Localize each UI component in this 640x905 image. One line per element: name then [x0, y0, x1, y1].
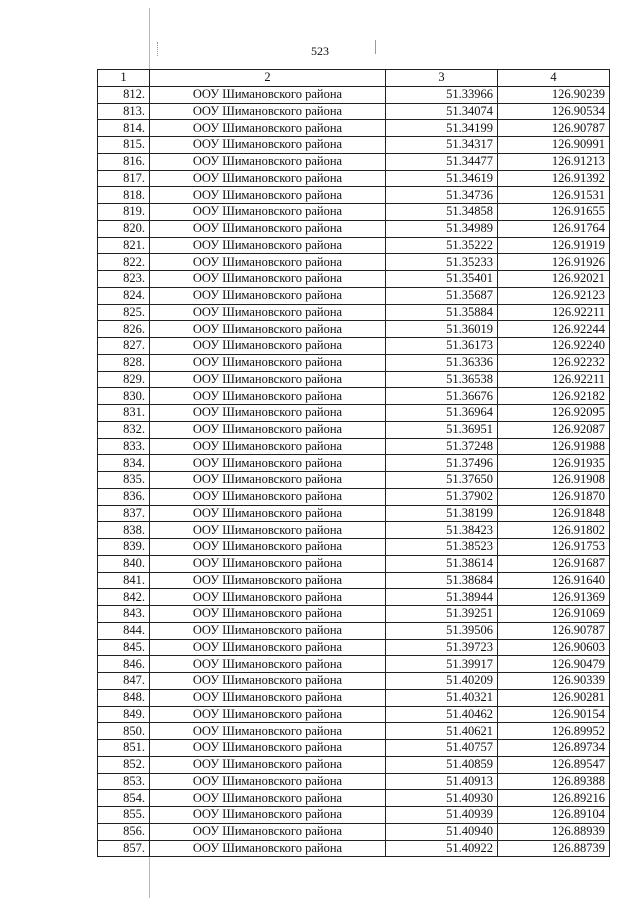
cell-latitude: 51.33966 — [386, 86, 498, 103]
cell-row-number: 845. — [98, 639, 150, 656]
cell-row-number: 817. — [98, 170, 150, 187]
cell-row-number: 814. — [98, 120, 150, 137]
cell-row-number: 857. — [98, 840, 150, 857]
cell-row-number: 825. — [98, 304, 150, 321]
table-row — [98, 86, 610, 103]
cell-organization-name: ООУ Шимановского района — [150, 656, 386, 673]
page-number: 523 — [311, 44, 329, 58]
cell-organization-name: ООУ Шимановского района — [150, 354, 386, 371]
cell-longitude: 126.92095 — [498, 405, 610, 422]
cell-longitude: 126.89547 — [498, 756, 610, 773]
cell-organization-name: ООУ Шимановского района — [150, 790, 386, 807]
cell-latitude: 51.39723 — [386, 639, 498, 656]
cell-row-number: 850. — [98, 723, 150, 740]
cell-longitude: 126.91870 — [498, 488, 610, 505]
cell-latitude: 51.38684 — [386, 572, 498, 589]
cell-row-number: 836. — [98, 488, 150, 505]
cell-longitude: 126.91531 — [498, 187, 610, 204]
cell-organization-name: ООУ Шимановского района — [150, 187, 386, 204]
table-row — [98, 455, 610, 472]
column-header-name: 2 — [150, 70, 386, 87]
cell-latitude: 51.38944 — [386, 589, 498, 606]
cell-row-number: 812. — [98, 86, 150, 103]
cell-longitude: 126.91392 — [498, 170, 610, 187]
table-row — [98, 572, 610, 589]
cell-latitude: 51.37650 — [386, 472, 498, 489]
cell-row-number: 822. — [98, 254, 150, 271]
cell-organization-name: ООУ Шимановского района — [150, 137, 386, 154]
cell-row-number: 832. — [98, 421, 150, 438]
cell-latitude: 51.40621 — [386, 723, 498, 740]
table-row — [98, 220, 610, 237]
cell-latitude: 51.34317 — [386, 137, 498, 154]
cell-row-number: 837. — [98, 505, 150, 522]
cell-organization-name: ООУ Шимановского района — [150, 254, 386, 271]
table-row — [98, 271, 610, 288]
cell-longitude: 126.91935 — [498, 455, 610, 472]
cell-organization-name: ООУ Шимановского района — [150, 438, 386, 455]
cell-latitude: 51.37248 — [386, 438, 498, 455]
cell-organization-name: ООУ Шимановского района — [150, 271, 386, 288]
cell-organization-name: ООУ Шимановского района — [150, 773, 386, 790]
table-row — [98, 689, 610, 706]
table-row — [98, 405, 610, 422]
table-row — [98, 823, 610, 840]
table-row — [98, 287, 610, 304]
cell-row-number: 826. — [98, 321, 150, 338]
cell-latitude: 51.34989 — [386, 220, 498, 237]
cell-row-number: 816. — [98, 153, 150, 170]
cell-row-number: 839. — [98, 539, 150, 556]
cell-longitude: 126.91919 — [498, 237, 610, 254]
coordinates-table — [97, 69, 610, 857]
cell-longitude: 126.91753 — [498, 539, 610, 556]
table-row — [98, 706, 610, 723]
cell-longitude: 126.91655 — [498, 204, 610, 221]
cell-longitude: 126.91848 — [498, 505, 610, 522]
column-header-latitude: 3 — [386, 70, 498, 87]
cell-latitude: 51.40930 — [386, 790, 498, 807]
cell-longitude: 126.91988 — [498, 438, 610, 455]
cell-organization-name: ООУ Шимановского района — [150, 153, 386, 170]
cell-latitude: 51.40209 — [386, 673, 498, 690]
cell-row-number: 833. — [98, 438, 150, 455]
cell-longitude: 126.89104 — [498, 807, 610, 824]
cell-latitude: 51.39506 — [386, 622, 498, 639]
cell-longitude: 126.91802 — [498, 522, 610, 539]
cell-longitude: 126.89734 — [498, 740, 610, 757]
cell-longitude: 126.89216 — [498, 790, 610, 807]
cell-organization-name: ООУ Шимановского района — [150, 338, 386, 355]
cell-latitude: 51.36019 — [386, 321, 498, 338]
cell-row-number: 844. — [98, 622, 150, 639]
cell-organization-name: ООУ Шимановского района — [150, 522, 386, 539]
table-row — [98, 639, 610, 656]
cell-organization-name: ООУ Шимановского района — [150, 639, 386, 656]
table-row — [98, 354, 610, 371]
cell-organization-name: ООУ Шимановского района — [150, 572, 386, 589]
cell-organization-name: ООУ Шимановского района — [150, 388, 386, 405]
cell-longitude: 126.92211 — [498, 371, 610, 388]
cell-longitude: 126.90479 — [498, 656, 610, 673]
cell-latitude: 51.38523 — [386, 539, 498, 556]
table-row — [98, 371, 610, 388]
cell-row-number: 854. — [98, 790, 150, 807]
cell-longitude: 126.92123 — [498, 287, 610, 304]
cell-latitude: 51.39251 — [386, 606, 498, 623]
cell-longitude: 126.88739 — [498, 840, 610, 857]
cell-organization-name: ООУ Шимановского района — [150, 505, 386, 522]
cell-row-number: 815. — [98, 137, 150, 154]
cell-row-number: 849. — [98, 706, 150, 723]
cell-latitude: 51.40922 — [386, 840, 498, 857]
cell-row-number: 830. — [98, 388, 150, 405]
cell-organization-name: ООУ Шимановского района — [150, 807, 386, 824]
cell-longitude: 126.90154 — [498, 706, 610, 723]
cell-organization-name: ООУ Шимановского района — [150, 756, 386, 773]
table-row — [98, 153, 610, 170]
cell-row-number: 843. — [98, 606, 150, 623]
cell-row-number: 846. — [98, 656, 150, 673]
cell-longitude: 126.90534 — [498, 103, 610, 120]
table-row — [98, 773, 610, 790]
table-row — [98, 187, 610, 204]
cell-row-number: 831. — [98, 405, 150, 422]
cell-organization-name: ООУ Шимановского района — [150, 823, 386, 840]
cell-longitude: 126.90281 — [498, 689, 610, 706]
cell-longitude: 126.90239 — [498, 86, 610, 103]
cell-longitude: 126.89388 — [498, 773, 610, 790]
cell-latitude: 51.37902 — [386, 488, 498, 505]
cell-longitude: 126.89952 — [498, 723, 610, 740]
table-row — [98, 204, 610, 221]
cell-row-number: 835. — [98, 472, 150, 489]
cell-longitude: 126.91687 — [498, 555, 610, 572]
cell-longitude: 126.92182 — [498, 388, 610, 405]
cell-organization-name: ООУ Шимановского района — [150, 606, 386, 623]
table-row — [98, 321, 610, 338]
table-row — [98, 656, 610, 673]
table-row — [98, 120, 610, 137]
cell-longitude: 126.90991 — [498, 137, 610, 154]
cell-longitude: 126.91764 — [498, 220, 610, 237]
cell-organization-name: ООУ Шимановского района — [150, 455, 386, 472]
cell-row-number: 818. — [98, 187, 150, 204]
table-row — [98, 338, 610, 355]
cell-organization-name: ООУ Шимановского района — [150, 421, 386, 438]
cell-latitude: 51.40462 — [386, 706, 498, 723]
cell-latitude: 51.36538 — [386, 371, 498, 388]
cell-row-number: 848. — [98, 689, 150, 706]
cell-longitude: 126.92087 — [498, 421, 610, 438]
cell-latitude: 51.34619 — [386, 170, 498, 187]
cell-organization-name: ООУ Шимановского района — [150, 689, 386, 706]
cell-longitude: 126.91369 — [498, 589, 610, 606]
cell-row-number: 820. — [98, 220, 150, 237]
cell-row-number: 821. — [98, 237, 150, 254]
cell-latitude: 51.34858 — [386, 204, 498, 221]
column-header-number: 1 — [98, 70, 150, 87]
cell-longitude: 126.91069 — [498, 606, 610, 623]
cell-row-number: 841. — [98, 572, 150, 589]
table-row — [98, 807, 610, 824]
cell-latitude: 51.37496 — [386, 455, 498, 472]
cell-latitude: 51.40913 — [386, 773, 498, 790]
table-row — [98, 488, 610, 505]
table-row — [98, 472, 610, 489]
cell-latitude: 51.40939 — [386, 807, 498, 824]
cell-latitude: 51.40321 — [386, 689, 498, 706]
cell-latitude: 51.38423 — [386, 522, 498, 539]
cell-organization-name: ООУ Шимановского района — [150, 321, 386, 338]
cell-latitude: 51.40940 — [386, 823, 498, 840]
cell-latitude: 51.34074 — [386, 103, 498, 120]
table-row — [98, 840, 610, 857]
cell-organization-name: ООУ Шимановского района — [150, 103, 386, 120]
cell-row-number: 855. — [98, 807, 150, 824]
cell-row-number: 834. — [98, 455, 150, 472]
cell-latitude: 51.36336 — [386, 354, 498, 371]
cell-latitude: 51.39917 — [386, 656, 498, 673]
cell-row-number: 828. — [98, 354, 150, 371]
cell-organization-name: ООУ Шимановского района — [150, 723, 386, 740]
cell-latitude: 51.40757 — [386, 740, 498, 757]
table-row — [98, 790, 610, 807]
cell-organization-name: ООУ Шимановского района — [150, 488, 386, 505]
table-row — [98, 555, 610, 572]
cell-row-number: 856. — [98, 823, 150, 840]
cell-row-number: 838. — [98, 522, 150, 539]
cell-latitude: 51.38614 — [386, 555, 498, 572]
cell-longitude: 126.90787 — [498, 120, 610, 137]
cell-latitude: 51.40859 — [386, 756, 498, 773]
cell-row-number: 851. — [98, 740, 150, 757]
cell-latitude: 51.36964 — [386, 405, 498, 422]
table-row — [98, 170, 610, 187]
cell-organization-name: ООУ Шимановского района — [150, 304, 386, 321]
table-header-row — [98, 70, 610, 87]
cell-organization-name: ООУ Шимановского района — [150, 555, 386, 572]
cell-latitude: 51.35687 — [386, 287, 498, 304]
cell-row-number: 847. — [98, 673, 150, 690]
cell-row-number: 813. — [98, 103, 150, 120]
cell-longitude: 126.90603 — [498, 639, 610, 656]
cell-longitude: 126.92211 — [498, 304, 610, 321]
cell-organization-name: ООУ Шимановского района — [150, 622, 386, 639]
cell-organization-name: ООУ Шимановского района — [150, 237, 386, 254]
cell-organization-name: ООУ Шимановского района — [150, 472, 386, 489]
table-row — [98, 254, 610, 271]
cell-row-number: 827. — [98, 338, 150, 355]
cell-row-number: 829. — [98, 371, 150, 388]
cell-latitude: 51.35222 — [386, 237, 498, 254]
cell-latitude: 51.34199 — [386, 120, 498, 137]
cell-latitude: 51.36951 — [386, 421, 498, 438]
column-header-longitude: 4 — [498, 70, 610, 87]
cell-organization-name: ООУ Шимановского района — [150, 405, 386, 422]
cell-row-number: 823. — [98, 271, 150, 288]
cell-longitude: 126.92232 — [498, 354, 610, 371]
cell-latitude: 51.35233 — [386, 254, 498, 271]
cell-organization-name: ООУ Шимановского района — [150, 120, 386, 137]
cell-latitude: 51.36676 — [386, 388, 498, 405]
table-body — [98, 86, 610, 857]
table-row — [98, 137, 610, 154]
cell-longitude: 126.92244 — [498, 321, 610, 338]
cell-latitude: 51.34477 — [386, 153, 498, 170]
cell-longitude: 126.91640 — [498, 572, 610, 589]
cell-longitude: 126.91908 — [498, 472, 610, 489]
table-row — [98, 723, 610, 740]
cell-longitude: 126.90339 — [498, 673, 610, 690]
table-row — [98, 103, 610, 120]
cell-organization-name: ООУ Шимановского района — [150, 673, 386, 690]
table-row — [98, 522, 610, 539]
table-row — [98, 237, 610, 254]
table-row — [98, 388, 610, 405]
cell-organization-name: ООУ Шимановского района — [150, 840, 386, 857]
cell-organization-name: ООУ Шимановского района — [150, 371, 386, 388]
cell-organization-name: ООУ Шимановского района — [150, 220, 386, 237]
cell-organization-name: ООУ Шимановского района — [150, 204, 386, 221]
table-row — [98, 589, 610, 606]
cell-latitude: 51.34736 — [386, 187, 498, 204]
cell-row-number: 853. — [98, 773, 150, 790]
table-row — [98, 756, 610, 773]
table-row — [98, 673, 610, 690]
cell-row-number: 819. — [98, 204, 150, 221]
cell-organization-name: ООУ Шимановского района — [150, 86, 386, 103]
table-row — [98, 505, 610, 522]
table-row — [98, 421, 610, 438]
cell-latitude: 51.36173 — [386, 338, 498, 355]
table-row — [98, 438, 610, 455]
table-row — [98, 740, 610, 757]
cell-longitude: 126.90787 — [498, 622, 610, 639]
table-row — [98, 622, 610, 639]
cell-row-number: 840. — [98, 555, 150, 572]
cell-organization-name: ООУ Шимановского района — [150, 706, 386, 723]
cell-longitude: 126.92021 — [498, 271, 610, 288]
table-row — [98, 304, 610, 321]
cell-latitude: 51.35401 — [386, 271, 498, 288]
cell-latitude: 51.38199 — [386, 505, 498, 522]
cell-row-number: 842. — [98, 589, 150, 606]
cell-organization-name: ООУ Шимановского района — [150, 539, 386, 556]
table-row — [98, 539, 610, 556]
cell-latitude: 51.35884 — [386, 304, 498, 321]
table-row — [98, 606, 610, 623]
cell-row-number: 824. — [98, 287, 150, 304]
cell-longitude: 126.91213 — [498, 153, 610, 170]
cell-organization-name: ООУ Шимановского района — [150, 287, 386, 304]
cell-organization-name: ООУ Шимановского района — [150, 740, 386, 757]
cell-longitude: 126.88939 — [498, 823, 610, 840]
cell-longitude: 126.91926 — [498, 254, 610, 271]
cell-row-number: 852. — [98, 756, 150, 773]
cell-organization-name: ООУ Шимановского района — [150, 589, 386, 606]
cell-organization-name: ООУ Шимановского района — [150, 170, 386, 187]
cell-longitude: 126.92240 — [498, 338, 610, 355]
